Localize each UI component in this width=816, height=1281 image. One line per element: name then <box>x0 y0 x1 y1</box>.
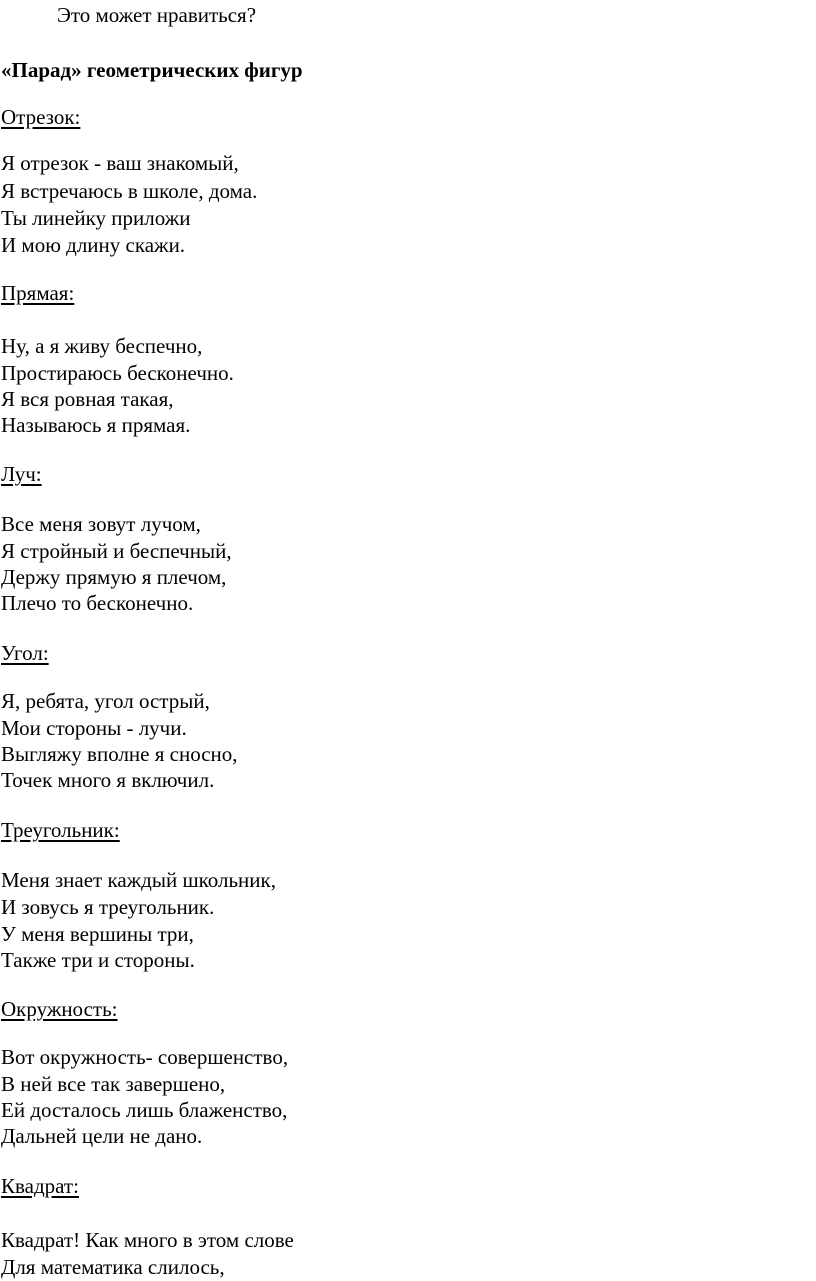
poem-line: И мою длину скажи. <box>1 233 186 257</box>
poem-line: У меня вершины три, <box>1 922 194 946</box>
poem-line: Все меня зовут лучом, <box>1 512 201 536</box>
section-heading-circle: Окружность: <box>1 997 118 1021</box>
section-heading-segment: Отрезок: <box>1 105 81 129</box>
poem-line: Плечо то бесконечно. <box>1 591 194 615</box>
section-heading-triangle: Треугольник: <box>1 818 120 842</box>
poem-line: В ней все так завершено, <box>1 1072 226 1096</box>
poem-line: Выгляжу вполне я сносно, <box>1 742 238 766</box>
section-heading-angle: Угол: <box>1 641 49 665</box>
poem-line: Ей досталось лишь блаженство, <box>1 1098 288 1122</box>
poem-line: Мои стороны - лучи. <box>1 716 187 740</box>
poem-line: Дальней цели не дано. <box>1 1124 203 1148</box>
section-heading-line: Прямая: <box>1 281 75 305</box>
poem-line: И зовусь я треугольник. <box>1 895 215 919</box>
poem-line: Квадрат! Как много в этом слове <box>1 1228 294 1252</box>
poem-line: Для математика слилось, <box>1 1255 225 1279</box>
document-title: «Парад» геометрических фигур <box>1 58 303 82</box>
poem-line: Я вся ровная такая, <box>1 387 174 411</box>
poem-line: Меня знает каждый школьник, <box>1 868 276 892</box>
poem-line: Я, ребята, угол острый, <box>1 689 210 713</box>
poem-line: Я встречаюсь в школе, дома. <box>1 179 258 203</box>
poem-line: Держу прямую я плечом, <box>1 565 227 589</box>
section-heading-ray: Луч: <box>1 462 42 486</box>
section-heading-square: Квадрат: <box>1 1174 79 1198</box>
poem-line: Ну, а я живу беспечно, <box>1 334 203 358</box>
poem-line: Простираюсь бесконечно. <box>1 361 234 385</box>
poem-line: Точек много я включил. <box>1 768 215 792</box>
poem-line: Вот окружность- совершенство, <box>1 1045 289 1069</box>
poem-line: Я стройный и беспечный, <box>1 539 232 563</box>
poem-line: Ты линейку приложи <box>1 206 191 230</box>
poem-line: Я отрезок - ваш знакомый, <box>1 151 239 175</box>
poem-line: Называюсь я прямая. <box>1 413 191 437</box>
poem-line: Также три и стороны. <box>1 948 195 972</box>
intro-line: Это может нравиться? <box>57 3 257 27</box>
